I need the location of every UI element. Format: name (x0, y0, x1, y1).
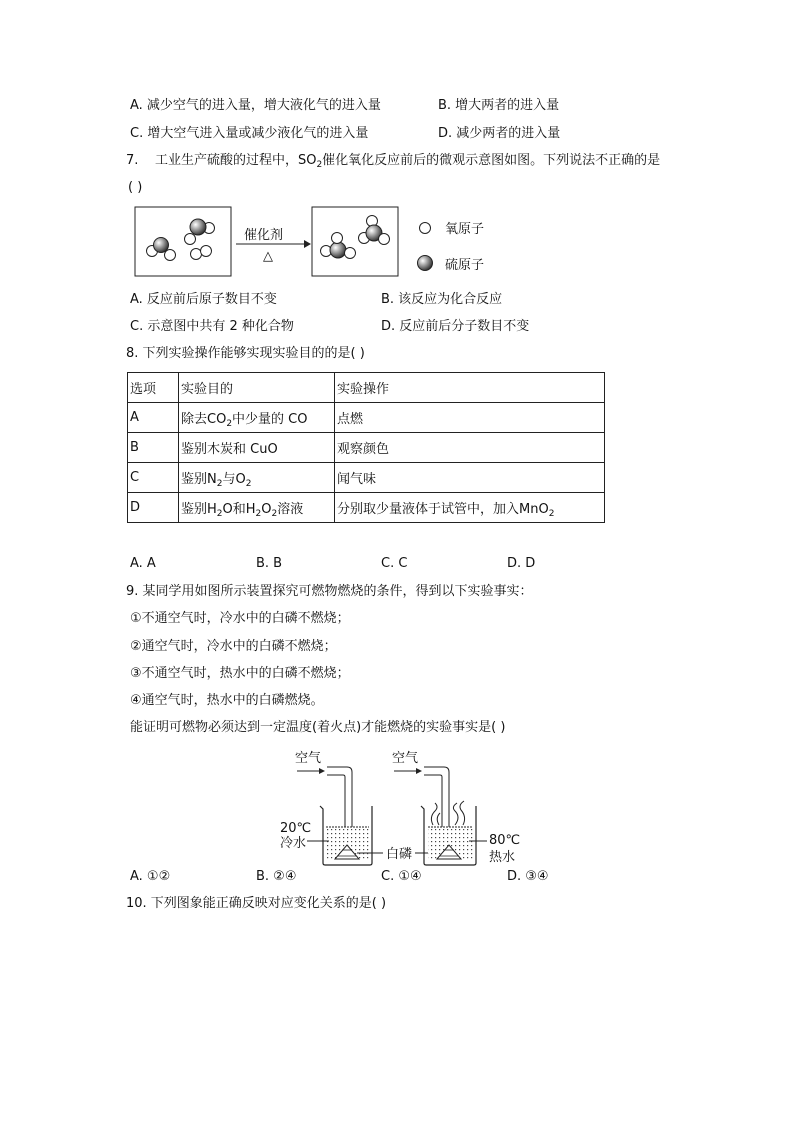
sulfur-atom (190, 219, 206, 235)
catalyst-label: 催化剂 (244, 228, 284, 243)
oxygen-legend-icon (420, 223, 431, 234)
q6-option-b: B. 增大两者的进入量 (438, 98, 560, 113)
row-operation: 闻气味 (335, 463, 605, 493)
water-label-right: 热水 (489, 850, 516, 865)
water-label-left: 冷水 (280, 836, 307, 851)
q6-option-c: C. 增大空气进入量或减少液化气的进入量 (130, 126, 369, 141)
q7-molecule-diagram (128, 203, 508, 283)
q9-option-b: B. ②④ (256, 869, 297, 884)
phosphorus-label: 白磷 (386, 847, 413, 862)
row-purpose: 鉴别$H_2O$和$H_2O_2$溶液 (179, 493, 335, 523)
reactant-box (135, 207, 231, 276)
row-operation: 点燃 (335, 403, 605, 433)
q7-stem-sub: 2 (316, 160, 323, 170)
q9-option-a: A. ①② (130, 869, 171, 884)
header-operation: 实验操作 (335, 373, 605, 403)
q9-fact-1: ①不通空气时，冷水中的白磷不燃烧； (130, 611, 350, 626)
q6-option-d: D. 减少两者的进入量 (438, 126, 561, 141)
table-row (128, 493, 605, 523)
q8-option-b: B. B (256, 556, 283, 571)
oxygen-legend-label: 氧原子 (445, 222, 485, 237)
air-label-right: 空气 (392, 751, 419, 766)
sulfur-legend-label: 硫原子 (445, 258, 485, 273)
q9-question: 能证明可燃物必须达到一定温度(着火点)才能燃烧的实验事实是( ) (130, 720, 506, 735)
q9-option-c: C. ①④ (381, 869, 422, 884)
air-label-left: 空气 (295, 751, 322, 766)
product-molecules (321, 216, 390, 259)
q7-option-c: C. 示意图中共有 2 种化合物 (130, 319, 294, 334)
q8-option-a: A. A (130, 556, 156, 571)
row-option: D (128, 493, 179, 523)
q9-option-d: D. ③④ (507, 869, 549, 884)
q7-paren: ( ) (128, 180, 143, 195)
q6-option-a: A. 减少空气的进入量，增大液化气的进入量 (130, 98, 381, 113)
q7-stem-post: 催化氧化反应前后的微观示意图如图。下列说法不正确的是 (322, 153, 661, 168)
row-purpose: 除去$CO_2$中少量的 CO (179, 403, 335, 433)
row-operation: 分别取少量液体于试管中，加入MnO$_2$ (335, 493, 605, 523)
table-header-row (128, 373, 605, 403)
q7-option-d: D. 反应前后分子数目不变 (381, 319, 530, 334)
row-option: B (128, 433, 179, 463)
q7-stem (126, 152, 660, 170)
sulfur-atom (330, 242, 346, 258)
q9-stem: 9. 某同学用如图所示装置探究可燃物燃烧的条件，得到以下实验事实： (126, 584, 533, 599)
row-option: A (128, 403, 179, 433)
row-operation: 观察颜色 (335, 433, 605, 463)
q10-stem: 10. 下列图象能正确反映对应变化关系的是( ) (126, 896, 387, 911)
header-purpose: 实验目的 (179, 373, 335, 403)
table-row (128, 403, 605, 433)
q9-fact-2: ②通空气时，冷水中的白磷不燃烧； (130, 639, 337, 654)
beaker-cold (320, 806, 372, 865)
q7-option-a: A. 反应前后原子数目不变 (130, 292, 277, 307)
header-option: 选项 (128, 373, 179, 403)
q7-number: 7. (126, 153, 139, 168)
q8-option-d: D. D (507, 556, 536, 571)
q8-option-c: C. C (381, 556, 408, 571)
q8-table (127, 372, 605, 523)
row-purpose: 鉴别木炭和 CuO (179, 433, 335, 463)
q9-apparatus-diagram (275, 745, 530, 870)
reactant-molecules (147, 219, 215, 261)
sulfur-atom (154, 238, 169, 253)
q7-stem-pre: 工业生产硫酸的过程中，SO (154, 153, 317, 168)
table-row (128, 463, 605, 493)
heat-symbol: △ (263, 249, 273, 264)
table-row (128, 433, 605, 463)
q9-fact-3: ③不通空气时，热水中的白磷不燃烧； (130, 666, 350, 681)
sulfur-legend-icon (418, 256, 433, 271)
temp-label-left: 20℃ (280, 821, 312, 836)
q8-stem: 8. 下列实验操作能够实现实验目的的是( ) (126, 346, 365, 361)
q9-fact-4: ④通空气时，热水中的白磷燃烧。 (130, 693, 324, 708)
row-purpose: 鉴别$N_2$与$O_2$ (179, 463, 335, 493)
temp-label-right: 80℃ (489, 833, 521, 848)
q7-option-b: B. 该反应为化合反应 (381, 292, 503, 307)
row-option: C (128, 463, 179, 493)
